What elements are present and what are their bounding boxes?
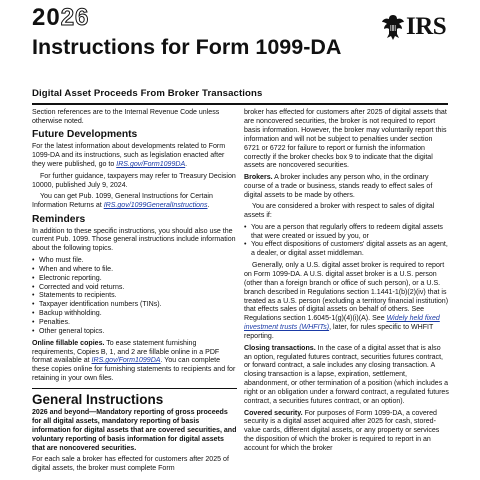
general-bold-paragraph: 2026 and beyond—Mandatory reporting of gross proceeds for all digital assets, mandatory reporting of basis information for digital assets that are covered securities, and voluntary reporting of basis information for digital assets that are noncovered securities. (32, 409, 237, 452)
future-developments-heading: Future Developments (32, 129, 138, 141)
future-paragraph-3 (32, 193, 237, 211)
list-item: • Corrected and void returns. (32, 284, 237, 293)
list-item: • Statements to recipients. (32, 292, 237, 301)
form1099da-link-2[interactable]: IRS.gov/Form1099DA (91, 357, 161, 365)
form-year (32, 6, 89, 30)
covered-security-text: For purposes of Form 1099-DA, a covered security is a digital asset acquired after 2025 for cash, stored-value cards, different digital assets, or any property or services the disposition of which the broker is required to report in an account for which the broker (244, 409, 440, 453)
brokers-lead: Brokers. (244, 173, 273, 181)
brokers-paragraph (244, 174, 449, 201)
list-item: • Electronic reporting. (32, 275, 237, 284)
covered-security-lead: Covered security. (244, 409, 303, 417)
considered-broker-paragraph: You are considered a broker with respect to sales of digital assets if: (244, 203, 435, 220)
online-copies-lead: Online fillable copies. (32, 339, 105, 347)
list-item: • Penalties. (32, 319, 237, 328)
closing-transactions-lead: Closing transactions. (244, 344, 316, 352)
generally-end: , later, for rules specific to WHFIT reporting. (244, 324, 434, 341)
list-item: • When and where to file. (32, 266, 237, 275)
online-copies-paragraph (32, 340, 237, 385)
list-item: • Other general topics. (32, 328, 237, 337)
future-p3-end: . (207, 202, 210, 210)
irs-logo (380, 12, 450, 46)
year-solid: 20 (32, 4, 61, 31)
general-paragraph: For each sale a broker has effected for customers after 2025 of digital assets, the broker must complete Form (32, 456, 229, 473)
closing-transactions-paragraph (244, 345, 449, 407)
header-rule (32, 103, 448, 105)
list-item: • Who must file. (32, 257, 237, 266)
future-paragraph-1 (32, 143, 237, 170)
reminders-list (32, 257, 237, 337)
general-instructions-heading: General Instructions (32, 388, 237, 407)
page-title: Instructions for Form 1099-DA (32, 35, 342, 59)
irs-logo-text: IRS (406, 13, 447, 40)
future-p3-text: You can get Pub. 1099, General Instructions for Certain Information Returns at (32, 193, 213, 210)
general-instructions-link[interactable]: IRS.gov/1099GeneralInstructions (103, 202, 208, 210)
right-column (244, 109, 449, 457)
page-subtitle: Digital Asset Proceeds From Broker Transactions (32, 88, 263, 99)
year-outline: 26 (60, 4, 90, 31)
irs-eagle-icon (380, 12, 406, 42)
list-item: • You effect dispositions of customers' digital assets as an agent, a dealer, or digital asset middleman. (244, 241, 449, 259)
closing-transactions-text: In the case of a digital asset that is also an option, regulated futures contract, securities futures contract, or forward contract, a sale includes any closing transaction. A closing transaction is a lapse, expiration, settlement, abandonment, or other termination of a position (which includes a right or an obligation under a forward contract, a regulated futures contract, a securities futures contract, or an option). (244, 344, 449, 406)
reminders-heading: Reminders (32, 213, 86, 225)
whfit-link[interactable]: Widely held fixed investment trusts (WHFITs) (244, 315, 440, 332)
online-copies-end: . You can complete these copies online for furnishing statements to recipients and for retaining in your own files. (32, 357, 236, 383)
considered-list (244, 224, 449, 260)
future-p1-text: For the latest information about developments related to Form 1099-DA and its instructions, such as legislation enacted after they were published, go to (32, 143, 226, 169)
left-column (32, 109, 237, 477)
online-copies-text: To ease statement furnishing requirements, Copies B, 1, and 2 are fillable online in a PDF format available at (32, 339, 220, 365)
reminders-paragraph: In addition to these specific instructions, you should also use the current Pub. 1099. Those general instructions include information about the following topics. (32, 227, 236, 253)
generally-text: Generally, only a U.S. digital asset broker is required to report on Form 1099-DA. A U.S. digital asset broker is a U.S. person (other than a foreign branch or office of such person), or a U.S. branch described in Regulations section 1.1441-1(b)(2)(iv) that is treated as a U.S. person (excluding a territory financial institution) that effects sales of digital assets on behalf of others. See Regulations section 1.6045-1(g)(4)(i)(A). See (244, 261, 449, 323)
covered-security-paragraph (244, 410, 449, 455)
future-p1-end: . (185, 161, 188, 169)
list-item: • Backup withholding. (32, 310, 237, 319)
generally-paragraph (244, 262, 449, 342)
list-item: • You are a person that regularly offers to redeem digital assets that were created or issued by you, or (244, 224, 449, 242)
form1099da-link[interactable]: IRS.gov/Form1099DA (116, 161, 186, 169)
intro-text: Section references are to the Internal Revenue Code unless otherwise noted. (32, 109, 220, 125)
list-item: • Taxpayer identification numbers (TINs). (32, 301, 237, 310)
future-paragraph-2: For further guidance, taxpayers may refer to Treasury Decision 10000, published July 9, 2024. (32, 172, 236, 189)
brokers-text: A broker includes any person who, in the ordinary course of a trade or business, stands ready to effect sales of digital assets to be made by others. (244, 173, 433, 199)
continued-paragraph: broker has effected for customers after 2025 of digital assets that are noncovered securities, the broker is not required to report basis information. However, the broker may voluntarily report this information and will not be subject to penalties under section 6721 or 6722 for failure to report or furnish the information correctly if the broker checks box 9 to indicate that the digital assets are noncovered securities. (244, 109, 447, 170)
